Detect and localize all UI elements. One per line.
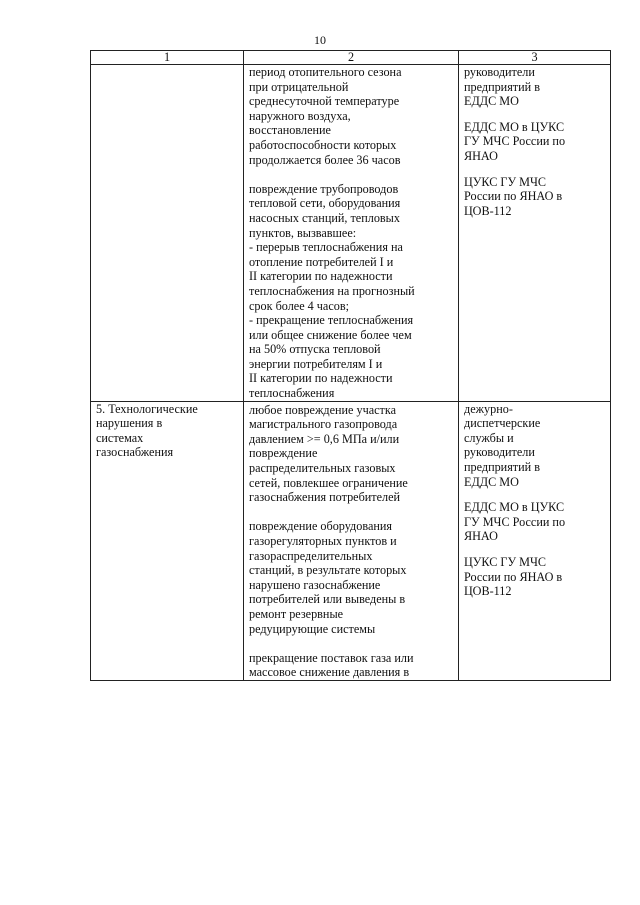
cell-text-line: повреждение оборудования	[249, 519, 392, 534]
cell-text-line: ЦУКС ГУ МЧС	[464, 555, 547, 569]
table-row	[91, 65, 611, 402]
cell-text-line: любое повреждение участка	[249, 402, 397, 417]
cell-text-line: России по ЯНАО в	[464, 569, 563, 584]
cell-text-line: ремонт резервные	[249, 606, 344, 621]
column-number-2: 2	[244, 51, 459, 65]
cell-text-line: ЕДДС МО	[464, 474, 519, 489]
cell-text-line: газорегуляторных пунктов и	[249, 534, 397, 548]
cell-text-line: газоснабжения	[96, 445, 174, 460]
cell-text-line: службы и	[464, 430, 514, 445]
cell-text-line: пунктов, вызвавшее:	[249, 225, 357, 240]
cell-text-line: ГУ МЧС России по	[464, 514, 566, 529]
cell-text-line: II категории по надежности	[249, 269, 393, 284]
cell-text-line: ЕДДС МО в ЦУКС	[464, 119, 565, 134]
cell-text-line: повреждение	[249, 446, 318, 461]
paragraph-gap	[464, 489, 605, 500]
cell-text-line: тепловой сети, оборудования	[249, 196, 401, 211]
cell-text-line: 5. Технологические	[96, 401, 198, 416]
paragraph-gap	[249, 167, 453, 182]
criteria-cell	[244, 401, 459, 680]
cell-text-line: потребителей или выведены в	[249, 592, 406, 607]
cell-text-line: ЯНАО	[464, 529, 498, 544]
cell-text-line: при отрицательной	[249, 79, 349, 94]
paragraph-gap	[249, 636, 453, 651]
cell-text-line: повреждение трубопроводов	[249, 181, 399, 196]
paragraph-gap	[464, 164, 605, 175]
cell-text-line: восстановление	[249, 123, 331, 138]
cell-text-line: нарушения в	[96, 416, 163, 431]
cell-text-line: работоспособности которых	[249, 137, 397, 152]
cell-text-line: распределительных газовых	[249, 461, 396, 476]
cell-text-line: ЕДДС МО	[464, 94, 519, 109]
cell-text-line: ЯНАО	[464, 148, 498, 163]
cell-text-line: ЦУКС ГУ МЧС	[464, 174, 547, 189]
column-number-3: 3	[459, 51, 611, 65]
cell-text-line: ГУ МЧС России по	[464, 134, 566, 149]
cell-text-line: массовое снижение давления в	[249, 665, 410, 680]
cell-text-line: предприятий в	[464, 79, 540, 94]
cell-text-line: диспетчерские	[464, 416, 541, 431]
criteria-cell	[244, 65, 459, 402]
cell-text-line: станций, в результате которых	[249, 563, 407, 578]
cell-text-line: насосных станций, тепловых	[249, 210, 400, 225]
paragraph-gap	[249, 505, 453, 520]
cell-text-line: системах	[96, 430, 144, 445]
cell-text-line: - прекращение теплоснабжения	[249, 313, 414, 328]
cell-text-line: сетей, повлекшее ограничение	[249, 475, 408, 490]
cell-text-line: дежурно-	[464, 401, 513, 416]
cell-text-line: газораспределительных	[249, 548, 373, 563]
document-table	[90, 50, 611, 681]
cell-text-line: теплоснабжения на прогнозный	[249, 283, 415, 298]
cell-text-line: нарушено газоснабжение	[249, 577, 381, 592]
recipients-cell	[459, 401, 611, 680]
table-header-row	[91, 51, 611, 65]
cell-text-line: руководители	[464, 65, 535, 79]
page-number: 10	[314, 33, 326, 47]
event-type-cell	[91, 401, 244, 680]
table-row	[91, 401, 611, 680]
cell-text-line: на 50% отпуска тепловой	[249, 342, 381, 357]
recipients-cell	[459, 65, 611, 402]
cell-text-line: продолжается более 36 часов	[249, 152, 401, 167]
cell-text-line: руководители	[464, 445, 535, 460]
cell-text-line: срок более 4 часов;	[249, 298, 349, 313]
cell-text-line: России по ЯНАО в	[464, 189, 563, 204]
column-number-1: 1	[91, 51, 244, 65]
cell-text-line: предприятий в	[464, 460, 540, 475]
cell-text-line: отопление потребителей I и	[249, 254, 394, 269]
cell-text-line: II категории по надежности	[249, 371, 393, 386]
cell-text-line: ЦОВ-112	[464, 584, 512, 599]
cell-text-line: ЦОВ-112	[464, 203, 512, 218]
paragraph-gap	[464, 109, 605, 120]
cell-text-line: период отопительного сезона	[249, 65, 402, 79]
cell-text-line: энергии потребителям I и	[249, 356, 383, 371]
cell-text-line: газоснабжения потребителей	[249, 490, 401, 505]
cell-text-line: наружного воздуха,	[249, 108, 351, 123]
cell-text-line: среднесуточной температуре	[249, 94, 400, 109]
cell-text-line: ЕДДС МО в ЦУКС	[464, 500, 565, 515]
cell-text-line: или общее снижение более чем	[249, 327, 412, 342]
cell-text-line: - перерыв теплоснабжения на	[249, 240, 403, 255]
cell-text-line: теплоснабжения	[249, 386, 335, 401]
cell-text-line: прекращение поставок газа или	[249, 650, 414, 665]
cell-text-line: магистрального газопровода	[249, 417, 398, 432]
cell-text-line: давлением >= 0,6 МПа и/или	[249, 431, 400, 446]
cell-text-line: редуцирующие системы	[249, 621, 376, 636]
paragraph-gap	[464, 544, 605, 555]
event-type-cell	[91, 65, 244, 402]
